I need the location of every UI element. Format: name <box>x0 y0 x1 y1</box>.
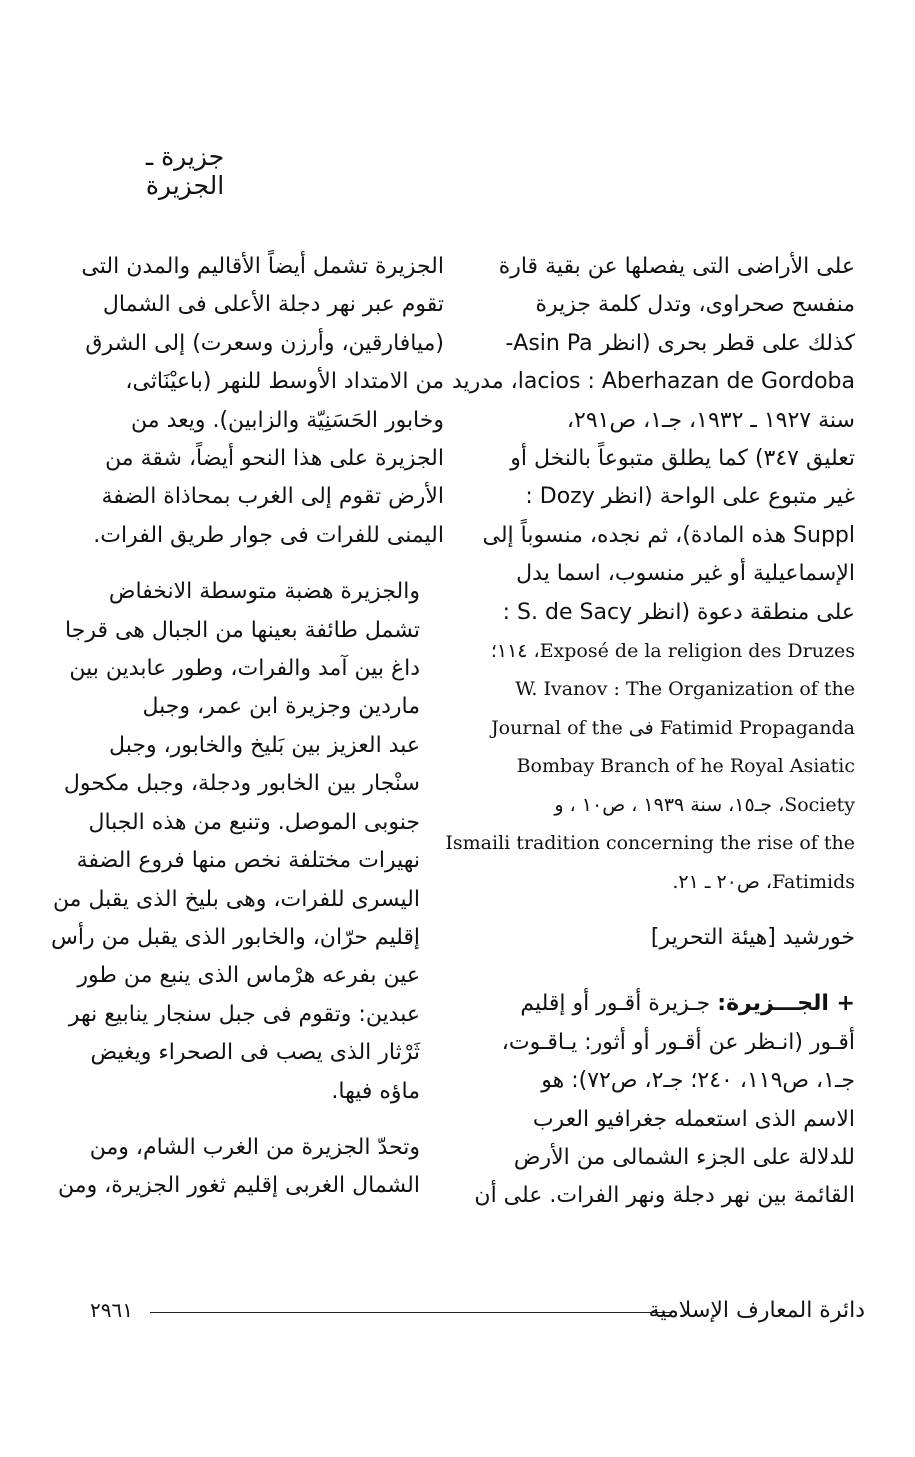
text-line: Exposé de la religion des Druzes، ١١٤؛ <box>490 640 855 663</box>
text-line: إقليم حرّان، والخابور الذى يقبل من رأس <box>51 924 420 950</box>
text-line: وتحدّ الجزيرة من الغرب الشام، ومن <box>89 1134 420 1160</box>
text-line: تشمل طائفة بعينها من الجبال هى قرجا <box>65 617 420 643</box>
entry-first-line <box>498 985 855 1023</box>
text-line: الإسماعيلية أو غير منسوب، اسما يدل <box>516 561 855 587</box>
text-line: جـ١، ص١١٩، ٢٤٠؛ جـ٢، ص٧٢): هو <box>541 1068 855 1094</box>
text-line: ماؤه فيها. <box>331 1078 420 1104</box>
text-line: نهيرات مختلفة نخص منها فروع الضفة <box>76 848 420 874</box>
paragraph <box>51 573 444 1111</box>
text-line: القائمة بين نهر دجلة ونهر الفرات. على أن <box>474 1183 855 1209</box>
text-line: الجزيرة تشمل أيضاً الأقاليم والمدن التى <box>81 254 444 279</box>
text-line: وخابور الحَسَنِيّة والزابين). ويعد من <box>131 407 444 433</box>
text-line: للدلالة على الجزء الشمالى من الأرض <box>513 1144 855 1170</box>
text-line: ماردين وجزيرة ابن عمر، وجبل <box>142 694 420 720</box>
text-line: غير متبوع على الواحة (انظر Dozy : <box>525 484 855 510</box>
paragraph <box>58 1129 444 1206</box>
text-line: من الامتداد الأوسط للنهر (باعيْنَاثى، <box>125 369 444 395</box>
right-column <box>445 248 855 1234</box>
paragraph <box>81 248 444 555</box>
text-line: والجزيرة هضبة متوسطة الانخفاض <box>108 579 420 605</box>
text-line: اليمنى للفرات فى جوار طريق الفرات. <box>93 522 444 548</box>
text-line: سنة ١٩٢٧ ـ ١٩٣٢، جـ١، ص٢٩١، <box>566 407 855 433</box>
page-header-title: جزيرة ـ الجزيرة <box>145 142 225 200</box>
text-line: ثَرْثار الذى يصب فى الصحراء ويغيض <box>90 1040 420 1066</box>
page-number: ٢٩٦١ <box>90 1298 133 1322</box>
text-line: تقوم عبر نهر دجلة الأعلى فى الشمال <box>102 292 444 318</box>
text-line: عبدين: وتقوم فى جبل سنجار ينابيع نهر <box>68 1001 420 1027</box>
text-line: الأرض تقوم إلى الغرب بمحاذاة الضفة <box>101 484 444 510</box>
text-line: Ismaili tradition concerning the rise of the <box>445 832 855 855</box>
paragraph-continuation <box>445 248 855 901</box>
text-line: lacios : Aberhazan de Gordoba، مدريد <box>452 369 855 395</box>
text-line: جنوبى الموصل. وتنبع من هذه الجبال <box>88 809 420 835</box>
text-line: كذلك على قطر بحرى (انظر Asin Pa- <box>505 330 855 356</box>
text-line: على الأراضى التى يفصلها عن بقية قارة <box>498 254 855 279</box>
text-line: تعليق ٣٤٧) كما يطلق متبوعاً بالنخل أو <box>510 446 855 472</box>
text-line: Society، جـ١٥، سنة ١٩٣٩ ، ص١٠ ، و <box>554 793 855 816</box>
author-signature: خورشيد [هيئة التحرير] <box>650 924 855 950</box>
text-line: اليسرى للفرات، وهى بليخ الذى يقبل من <box>52 886 420 912</box>
text-line: الجزيرة على هذا النحو أيضاً، شقة من <box>105 446 444 472</box>
footer-divider <box>150 1312 670 1313</box>
text-line: W. Ivanov : The Organization of the <box>515 678 855 701</box>
text-line: داغ بين آمد والفرات، وطور عابدين بين <box>69 656 420 682</box>
encyclopedia-title: دائرة المعارف الإسلامية <box>648 1298 865 1323</box>
text-line: Fatimids، ص٢٠ ـ ٢١. <box>672 870 855 893</box>
text-line: سنْجار بين الخابور ودجلة، وجبل مكحول <box>63 771 420 797</box>
text-line: عبد العزيز بين بَليخ والخابور، وجبل <box>109 732 420 758</box>
page-footer <box>90 1298 865 1328</box>
entry-al-jazira <box>474 985 855 1215</box>
text-line: الشمال الغربى إقليم ثغور الجزيرة، ومن <box>58 1173 420 1199</box>
text-line: الاسم الذى استعمله جغرافيو العرب <box>532 1106 855 1132</box>
text-line: على منطقة دعوة (انظر S. de Sacy : <box>502 599 855 625</box>
entry-headword: + الجـــزيرة: <box>717 991 855 1017</box>
text-line: Suppl هذه المادة)، ثم نجده، منسوباً إلى <box>482 522 855 548</box>
text-line: أقـور (انـظر عن أقـور أو أثور: يـاقـوت، <box>501 1029 855 1055</box>
text-line: منفسح صحراوى، وتدل كلمة جزيرة <box>535 292 855 318</box>
text-line: عين بفرعه هرْماس الذى ينبع من طور <box>77 963 420 989</box>
entry-first-line-text: جـزيرة أقـور أو إقليم <box>520 991 718 1017</box>
text-line: Bombay Branch of he Royal Asiatic <box>516 755 855 778</box>
text-line: (ميافارقين، وأرزن وسعرت) إلى الشرق <box>85 330 444 356</box>
text-line: Fatimid Propaganda فى Journal of the <box>491 716 855 739</box>
left-column <box>51 248 444 1224</box>
